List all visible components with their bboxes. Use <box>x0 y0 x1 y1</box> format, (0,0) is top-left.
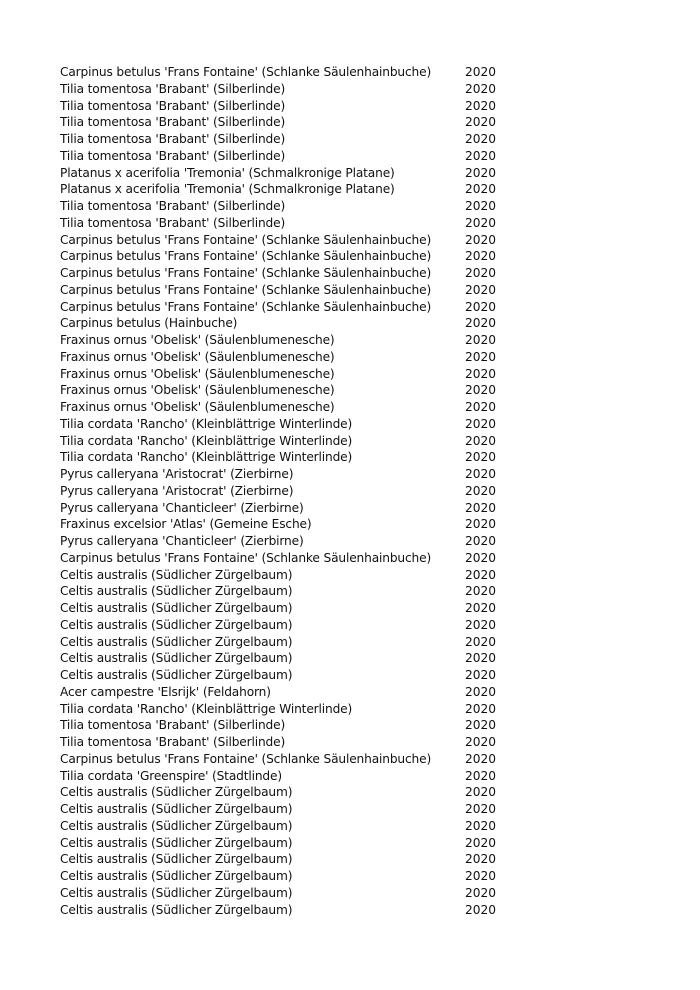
table-row <box>0 81 700 98</box>
table-row <box>0 332 700 349</box>
planting-year-cell: 2020 <box>465 232 497 247</box>
tree-species-cell: Fraxinus ornus 'Obelisk' (Säulenblumenesche) <box>60 333 335 347</box>
planting-year-cell: 2020 <box>465 785 497 800</box>
table-row <box>0 600 700 617</box>
planting-year-cell: 2020 <box>465 617 497 632</box>
tree-species-cell: Celtis australis (Südlicher Zürgelbaum) <box>60 584 293 599</box>
planting-year-cell: 2020 <box>465 852 497 867</box>
planting-year-cell: 2020 <box>465 316 497 331</box>
tree-species-cell: Tilia tomentosa 'Brabant' (Silberlinde) <box>60 718 286 733</box>
tree-species-cell: Tilia cordata 'Rancho' (Kleinblättrige Winterlinde) <box>60 416 353 431</box>
planting-year-cell: 2020 <box>465 634 497 649</box>
tree-list-sheet <box>0 64 700 918</box>
table-row <box>0 851 700 868</box>
tree-species-cell: Fraxinus ornus 'Obelisk' (Säulenblumenesche) <box>60 400 335 414</box>
table-row <box>0 433 700 450</box>
planting-year-cell: 2020 <box>465 550 497 565</box>
planting-year-cell: 2020 <box>465 869 497 883</box>
table-row <box>0 466 700 483</box>
table-row <box>0 734 700 751</box>
planting-year-cell: 2020 <box>465 65 497 79</box>
planting-year-cell: 2020 <box>465 718 497 733</box>
table-row <box>0 784 700 801</box>
table-row <box>0 751 700 768</box>
table-row <box>0 801 700 818</box>
table-row <box>0 131 700 148</box>
tree-species-cell: Tilia tomentosa 'Brabant' (Silberlinde) <box>60 115 286 130</box>
planting-year-cell: 2020 <box>465 768 497 783</box>
planting-year-cell: 2020 <box>465 349 497 364</box>
table-row <box>0 282 700 299</box>
tree-species-cell: Celtis australis (Südlicher Zürgelbaum) <box>60 802 293 816</box>
table-row <box>0 248 700 265</box>
planting-year-cell: 2020 <box>465 517 497 532</box>
tree-species-cell: Celtis australis (Südlicher Zürgelbaum) <box>60 617 293 632</box>
tree-species-cell: Tilia cordata 'Greenspire' (Stadtlinde) <box>60 768 282 783</box>
planting-year-cell: 2020 <box>465 534 497 548</box>
table-row <box>0 483 700 500</box>
table-row <box>0 181 700 198</box>
planting-year-cell: 2020 <box>465 802 497 816</box>
planting-year-cell: 2020 <box>465 299 497 314</box>
planting-year-cell: 2020 <box>465 249 497 264</box>
planting-year-cell: 2020 <box>465 835 497 850</box>
planting-year-cell: 2020 <box>465 601 497 615</box>
planting-year-cell: 2020 <box>465 366 497 381</box>
planting-year-cell: 2020 <box>465 735 497 749</box>
tree-species-cell: Celtis australis (Südlicher Zürgelbaum) <box>60 869 293 883</box>
planting-year-cell: 2020 <box>465 467 497 481</box>
planting-year-cell: 2020 <box>465 266 497 280</box>
table-row <box>0 684 700 701</box>
planting-year-cell: 2020 <box>465 333 497 347</box>
planting-year-cell: 2020 <box>465 215 497 230</box>
tree-species-cell: Carpinus betulus 'Frans Fontaine' (Schlanke Säulenhainbuche) <box>60 65 432 79</box>
tree-species-cell: Carpinus betulus (Hainbuche) <box>60 316 238 331</box>
tree-species-cell: Carpinus betulus 'Frans Fontaine' (Schlanke Säulenhainbuche) <box>60 232 432 247</box>
tree-species-cell: Celtis australis (Südlicher Zürgelbaum) <box>60 634 293 649</box>
tree-species-cell: Acer campestre 'Elsrijk' (Feldahorn) <box>60 684 271 699</box>
table-row <box>0 533 700 550</box>
planting-year-cell: 2020 <box>465 282 497 297</box>
table-row <box>0 717 700 734</box>
table-row <box>0 835 700 852</box>
tree-species-cell: Fraxinus ornus 'Obelisk' (Säulenblumenesche) <box>60 366 335 381</box>
planting-year-cell: 2020 <box>465 668 497 682</box>
table-row <box>0 232 700 249</box>
table-row <box>0 315 700 332</box>
planting-year-cell: 2020 <box>465 885 497 900</box>
tree-species-cell: Celtis australis (Südlicher Zürgelbaum) <box>60 818 293 833</box>
planting-year-cell: 2020 <box>465 500 497 515</box>
planting-year-cell: 2020 <box>465 450 497 465</box>
table-row <box>0 650 700 667</box>
planting-year-cell: 2020 <box>465 182 497 197</box>
table-row <box>0 399 700 416</box>
planting-year-cell: 2020 <box>465 416 497 431</box>
table-row <box>0 634 700 651</box>
tree-species-cell: Tilia cordata 'Rancho' (Kleinblättrige Winterlinde) <box>60 701 353 716</box>
tree-species-cell: Celtis australis (Südlicher Zürgelbaum) <box>60 651 293 666</box>
planting-year-cell: 2020 <box>465 567 497 582</box>
table-row <box>0 617 700 634</box>
table-row <box>0 667 700 684</box>
planting-year-cell: 2020 <box>465 818 497 833</box>
table-row <box>0 902 700 919</box>
tree-species-cell: Tilia tomentosa 'Brabant' (Silberlinde) <box>60 148 286 163</box>
table-row <box>0 299 700 316</box>
planting-year-cell: 2020 <box>465 115 497 130</box>
table-row <box>0 768 700 785</box>
table-row <box>0 516 700 533</box>
planting-year-cell: 2020 <box>465 684 497 699</box>
planting-year-cell: 2020 <box>465 701 497 716</box>
tree-species-cell: Fraxinus ornus 'Obelisk' (Säulenblumenesche) <box>60 383 335 398</box>
tree-species-cell: Celtis australis (Südlicher Zürgelbaum) <box>60 852 293 867</box>
table-row <box>0 64 700 81</box>
tree-species-cell: Carpinus betulus 'Frans Fontaine' (Schlanke Säulenhainbuche) <box>60 550 432 565</box>
tree-species-cell: Tilia tomentosa 'Brabant' (Silberlinde) <box>60 215 286 230</box>
tree-species-cell: Tilia cordata 'Rancho' (Kleinblättrige Winterlinde) <box>60 433 353 448</box>
tree-species-cell: Pyrus calleryana 'Chanticleer' (Zierbirne) <box>60 534 304 548</box>
tree-species-cell: Fraxinus ornus 'Obelisk' (Säulenblumenesche) <box>60 349 335 364</box>
tree-species-cell: Celtis australis (Südlicher Zürgelbaum) <box>60 885 293 900</box>
tree-species-cell: Celtis australis (Südlicher Zürgelbaum) <box>60 567 293 582</box>
table-row <box>0 382 700 399</box>
table-row <box>0 500 700 517</box>
table-row <box>0 868 700 885</box>
tree-species-cell: Tilia cordata 'Rancho' (Kleinblättrige Winterlinde) <box>60 450 353 465</box>
planting-year-cell: 2020 <box>465 483 497 498</box>
tree-species-cell: Pyrus calleryana 'Chanticleer' (Zierbirne) <box>60 500 304 515</box>
planting-year-cell: 2020 <box>465 383 497 398</box>
table-row <box>0 215 700 232</box>
tree-species-cell: Celtis australis (Südlicher Zürgelbaum) <box>60 668 293 682</box>
tree-species-cell: Celtis australis (Südlicher Zürgelbaum) <box>60 601 293 615</box>
table-row <box>0 98 700 115</box>
planting-year-cell: 2020 <box>465 148 497 163</box>
planting-year-cell: 2020 <box>465 902 497 917</box>
tree-species-cell: Pyrus calleryana 'Aristocrat' (Zierbirne) <box>60 483 294 498</box>
table-row <box>0 416 700 433</box>
planting-year-cell: 2020 <box>465 433 497 448</box>
tree-species-cell: Carpinus betulus 'Frans Fontaine' (Schlanke Säulenhainbuche) <box>60 751 432 766</box>
planting-year-cell: 2020 <box>465 98 497 113</box>
table-row <box>0 885 700 902</box>
table-row <box>0 366 700 383</box>
table-row <box>0 198 700 215</box>
tree-species-cell: Platanus x acerifolia 'Tremonia' (Schmalkronige Platane) <box>60 182 395 197</box>
tree-species-cell: Pyrus calleryana 'Aristocrat' (Zierbirne) <box>60 467 294 481</box>
tree-species-cell: Carpinus betulus 'Frans Fontaine' (Schlanke Säulenhainbuche) <box>60 266 432 280</box>
table-row <box>0 349 700 366</box>
planting-year-cell: 2020 <box>465 400 497 414</box>
tree-species-cell: Tilia tomentosa 'Brabant' (Silberlinde) <box>60 199 286 213</box>
planting-year-cell: 2020 <box>465 199 497 213</box>
planting-year-cell: 2020 <box>465 651 497 666</box>
table-row <box>0 165 700 182</box>
tree-species-cell: Tilia tomentosa 'Brabant' (Silberlinde) <box>60 132 286 146</box>
table-row <box>0 265 700 282</box>
table-row <box>0 567 700 584</box>
tree-species-cell: Tilia tomentosa 'Brabant' (Silberlinde) <box>60 735 286 749</box>
table-row <box>0 114 700 131</box>
tree-species-cell: Celtis australis (Südlicher Zürgelbaum) <box>60 785 293 800</box>
tree-species-cell: Fraxinus excelsior 'Atlas' (Gemeine Esche) <box>60 517 312 532</box>
planting-year-cell: 2020 <box>465 81 497 96</box>
planting-year-cell: 2020 <box>465 132 497 146</box>
tree-species-cell: Carpinus betulus 'Frans Fontaine' (Schlanke Säulenhainbuche) <box>60 249 432 264</box>
planting-year-cell: 2020 <box>465 751 497 766</box>
table-row <box>0 550 700 567</box>
table-row <box>0 701 700 718</box>
tree-species-cell: Celtis australis (Südlicher Zürgelbaum) <box>60 835 293 850</box>
tree-species-cell: Celtis australis (Südlicher Zürgelbaum) <box>60 902 293 917</box>
tree-species-cell: Platanus x acerifolia 'Tremonia' (Schmalkronige Platane) <box>60 165 395 180</box>
tree-species-cell: Tilia tomentosa 'Brabant' (Silberlinde) <box>60 81 286 96</box>
planting-year-cell: 2020 <box>465 584 497 599</box>
tree-species-cell: Carpinus betulus 'Frans Fontaine' (Schlanke Säulenhainbuche) <box>60 282 432 297</box>
table-row <box>0 449 700 466</box>
planting-year-cell: 2020 <box>465 165 497 180</box>
table-row <box>0 818 700 835</box>
table-row <box>0 583 700 600</box>
tree-species-cell: Carpinus betulus 'Frans Fontaine' (Schlanke Säulenhainbuche) <box>60 299 432 314</box>
tree-species-cell: Tilia tomentosa 'Brabant' (Silberlinde) <box>60 98 286 113</box>
table-row <box>0 148 700 165</box>
